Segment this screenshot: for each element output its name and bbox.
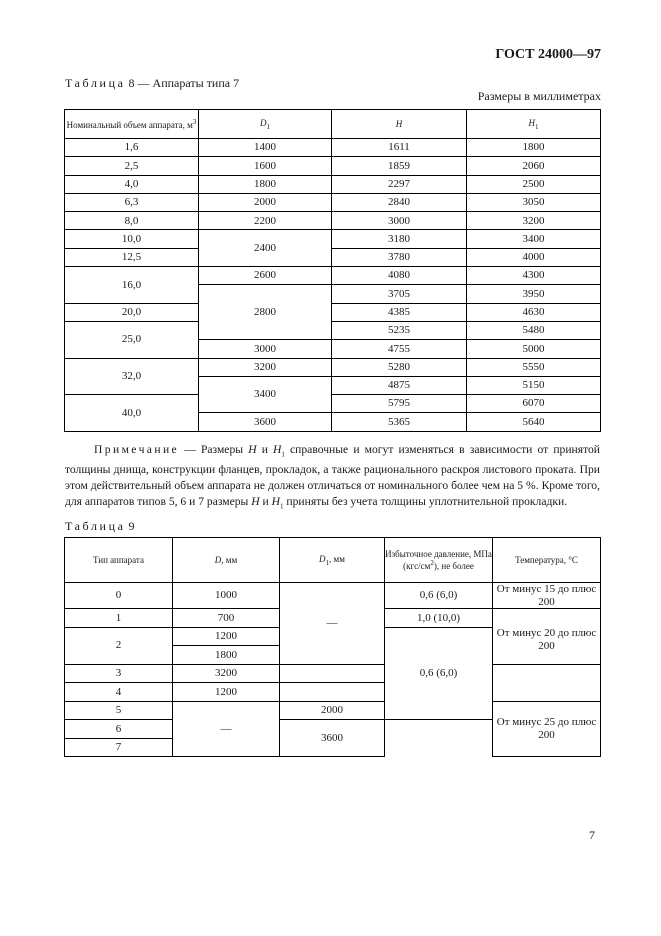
table-cell: 1,6 (65, 139, 199, 157)
table-row (65, 139, 601, 157)
table-cell: 5640 (467, 413, 601, 431)
table-cell: 1600 (199, 157, 332, 175)
table-row (65, 321, 601, 339)
table-cell: 4 (65, 683, 173, 702)
table9-caption-number: 9 (125, 519, 135, 533)
table9-header-pressure: Избыточное давление, МПа $(кгс/см^2)$, не более (385, 538, 493, 583)
table-cell: 5795 (332, 395, 467, 413)
table-cell: 0,6 (6,0) (385, 583, 493, 609)
table9-header-d1: $D_1$, мм (280, 538, 385, 583)
table-cell: 5365 (332, 413, 467, 431)
table-cell: 1200 (173, 627, 280, 646)
note-word: Примечание (94, 443, 180, 456)
table-cell: 4300 (467, 267, 601, 285)
table8-header-volume: Номинальный объем аппарата, $м^3$ (65, 110, 199, 139)
table8-caption-word: Таблица (65, 76, 126, 90)
table-cell: 4,0 (65, 175, 199, 193)
table-cell (280, 664, 385, 683)
table-cell: 1,0 (10,0) (385, 609, 493, 628)
table-cell: 3050 (467, 193, 601, 211)
table-cell: — (280, 583, 385, 665)
table9-caption-word: Таблица (65, 519, 126, 533)
table-row (65, 395, 601, 413)
table-cell: 2,5 (65, 157, 199, 175)
table-cell: 2 (65, 627, 173, 664)
table-cell: 2000 (280, 701, 385, 720)
table-cell: 4630 (467, 303, 601, 321)
table-cell: 3780 (332, 248, 467, 266)
table-cell: 1000 (173, 583, 280, 609)
table-cell (280, 683, 385, 702)
table-cell: 2000 (199, 193, 332, 211)
table8-note: Примечание — Размеры H и $H_1$ справочные и могут изменяться в зависимости от принятой толщины днища, конструкции фланцев, прокладок, а также рационального раскроя листового проката. При этом действительный объем аппарата не должен отличаться от номинального более чем на 5 %. Кроме того, для аппаратов типов 5, 6 и 7 размеры H и $H_1$ приняты без учета толщины уплотнительной прокладки. (65, 443, 600, 511)
table-cell: 1400 (199, 139, 332, 157)
table9-header-temperature: Температура, °С (493, 538, 601, 583)
table9-caption (65, 519, 135, 534)
table-cell (493, 664, 601, 701)
table-row (65, 175, 601, 193)
table-cell: 7 (65, 738, 173, 757)
table-row (65, 157, 601, 175)
page-number: 7 (589, 828, 595, 842)
table-cell: 0 (65, 583, 173, 609)
table-cell: 1800 (467, 139, 601, 157)
table-cell: 2800 (199, 285, 332, 340)
table-cell: 8,0 (65, 212, 199, 230)
table-cell: 5550 (467, 358, 601, 376)
table-row (65, 358, 601, 376)
table9-header-row (65, 538, 601, 583)
table-cell: 2060 (467, 157, 601, 175)
table-cell: 5235 (332, 321, 467, 339)
table8-caption (65, 76, 239, 91)
table8-header-h: H (332, 110, 467, 139)
table-cell: 1 (65, 609, 173, 628)
table-row (65, 248, 601, 266)
table-cell: 4080 (332, 267, 467, 285)
table-cell: 4875 (332, 376, 467, 394)
table-cell: 12,5 (65, 248, 199, 266)
table8-header-h1: $H_1$ (467, 110, 601, 139)
table-cell: 1200 (173, 683, 280, 702)
table-cell: 3705 (332, 285, 467, 303)
table-cell: От минус 15 до плюс 200 (493, 583, 601, 609)
table-row (65, 193, 601, 211)
table-cell: 2500 (467, 175, 601, 193)
table-row (65, 230, 601, 248)
table-cell: — (173, 701, 280, 757)
table-cell: 1800 (173, 646, 280, 665)
table-cell: 3400 (199, 376, 332, 413)
table-cell: 5480 (467, 321, 601, 339)
table-cell: 0,6 (6,0) (385, 627, 493, 720)
table-cell: 25,0 (65, 321, 199, 358)
table-cell: 3 (65, 664, 173, 683)
table-cell: 2840 (332, 193, 467, 211)
table-row (65, 267, 601, 285)
table-cell: 6 (65, 720, 173, 739)
table8-header-d1: $D_1$ (199, 110, 332, 139)
table-row (65, 212, 601, 230)
table9 (64, 537, 601, 757)
table-cell: 3180 (332, 230, 467, 248)
table-cell: 5000 (467, 340, 601, 358)
table-cell: 10,0 (65, 230, 199, 248)
table-cell: 6070 (467, 395, 601, 413)
table-cell: 2600 (199, 267, 332, 285)
table-cell: 1611 (332, 139, 467, 157)
table-cell: 3000 (199, 340, 332, 358)
table-cell: 3950 (467, 285, 601, 303)
table-cell: 32,0 (65, 358, 199, 395)
table-cell: 2200 (199, 212, 332, 230)
table-cell: 3000 (332, 212, 467, 230)
table8-header-row (65, 110, 601, 139)
table8-caption-title: 8 — Аппараты типа 7 (125, 76, 240, 90)
table-cell: 4385 (332, 303, 467, 321)
table-cell: 3600 (280, 720, 385, 757)
table-cell: От минус 25 до плюс 200 (493, 701, 601, 757)
table-cell: 3200 (173, 664, 280, 683)
table-cell: 3600 (199, 413, 332, 431)
table-cell: 4755 (332, 340, 467, 358)
table-cell: 5280 (332, 358, 467, 376)
table-cell: 4000 (467, 248, 601, 266)
table-cell: 1859 (332, 157, 467, 175)
table-cell: 3200 (467, 212, 601, 230)
table-cell: 3200 (199, 358, 332, 376)
table9-header-d: D, мм (173, 538, 280, 583)
table-cell: 700 (173, 609, 280, 628)
table-cell: 2297 (332, 175, 467, 193)
table-cell: 6,3 (65, 193, 199, 211)
table-cell: 1800 (199, 175, 332, 193)
table-cell: 5150 (467, 376, 601, 394)
table-cell: 40,0 (65, 395, 199, 432)
table-cell: 16,0 (65, 267, 199, 304)
table8-units: Размеры в миллиметрах (477, 89, 601, 103)
table-cell: 5 (65, 701, 173, 720)
table-row (65, 303, 601, 321)
table8 (64, 109, 601, 432)
table-cell: 2400 (199, 230, 332, 267)
table9-header-type: Тип аппарата (65, 538, 173, 583)
table-cell: 3400 (467, 230, 601, 248)
table-cell: 20,0 (65, 303, 199, 321)
table-cell: От минус 20 до плюс 200 (493, 609, 601, 665)
document-code: ГОСТ 24000—97 (495, 47, 601, 62)
